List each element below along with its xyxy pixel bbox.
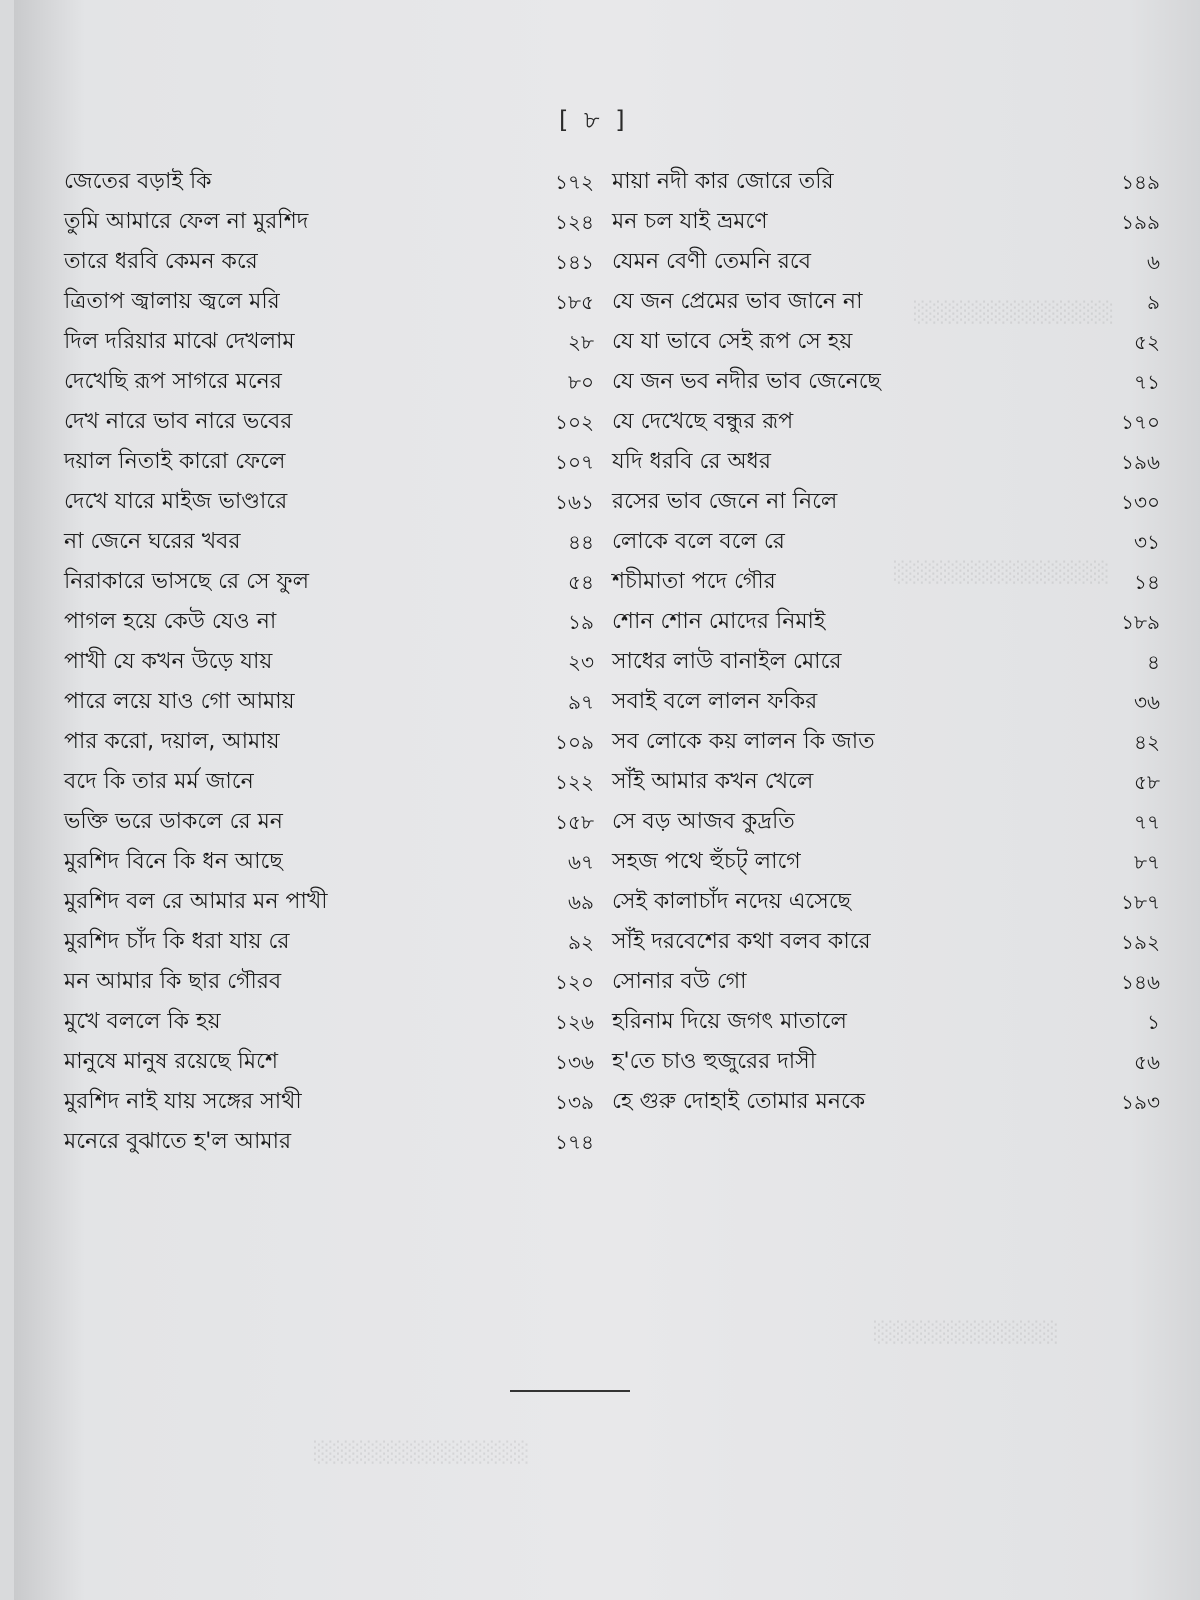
entry-page: ৫৪ [568, 570, 594, 594]
show-through-text: ░░░░░░░░░░░░░ [914, 300, 1114, 324]
book-page [14, 0, 1200, 1600]
entry-title: রসের ভাব জেনে না নিলে [612, 489, 838, 514]
toc-entry [612, 962, 1160, 1002]
entry-title: সোনার বউ গো [612, 969, 747, 994]
entry-title: সাধের লাউ বানাইল মোরে [612, 649, 842, 674]
entry-title: তুমি আমারে ফেল না মুরশিদ [64, 209, 309, 234]
entry-page: ১৭০ [1121, 410, 1160, 434]
entry-title: হে গুরু দোহাই তোমার মনকে [612, 1089, 866, 1114]
entry-title: মনেরে বুঝাতে হ'ল আমার [64, 1129, 292, 1154]
toc-entry [64, 322, 594, 362]
entry-title: তারে ধরবি কেমন করে [64, 249, 258, 274]
entry-page: ২৮ [568, 330, 594, 354]
toc-left-column [64, 162, 594, 1162]
entry-page: ১৩৬ [555, 1050, 594, 1074]
entry-title: যে জন ভব নদীর ভাব জেনেছে [612, 369, 881, 394]
toc-entry [64, 1042, 594, 1082]
entry-page: ১৪ [1134, 570, 1160, 594]
entry-page: ১২০ [555, 970, 594, 994]
entry-title: সাঁই দরবেশের কথা বলব কারে [612, 929, 871, 954]
entry-title: সবাই বলে লালন ফকির [612, 689, 818, 714]
toc-entry [612, 802, 1160, 842]
toc-entry [612, 722, 1160, 762]
toc-entry [64, 362, 594, 402]
entry-title: সেই কালাচাঁদ নদেয় এসেছে [612, 889, 852, 914]
entry-title: না জেনে ঘরের খবর [64, 529, 241, 554]
entry-title: বদে কি তার মর্ম জানে [64, 769, 254, 794]
entry-title: দেখে যারে মাইজ ভাণ্ডারে [64, 489, 288, 514]
toc-entry [612, 1082, 1160, 1122]
entry-page: ১৮৯ [1121, 610, 1160, 634]
entry-page: ১২৪ [555, 210, 594, 234]
page-number: [ ৮ ] [559, 106, 629, 134]
entry-title: মন আমার কি ছার গৌরব [64, 969, 282, 994]
toc-entry [64, 522, 594, 562]
entry-page: ৪৪ [568, 530, 594, 554]
toc-entry [64, 682, 594, 722]
toc-entry [64, 162, 594, 202]
toc-entry [612, 362, 1160, 402]
entry-page: ১৪৬ [1121, 970, 1160, 994]
toc-entry [612, 522, 1160, 562]
toc-entry [612, 322, 1160, 362]
entry-title: ত্রিতাপ জ্বালায় জ্বলে মরি [64, 289, 280, 314]
toc-entry [612, 162, 1160, 202]
entry-title: যে যা ভাবে সেই রূপ সে হয় [612, 329, 853, 354]
entry-title: যেমন বেণী তেমনি রবে [612, 249, 811, 274]
toc-entry [612, 922, 1160, 962]
toc-entry [612, 442, 1160, 482]
entry-title: হরিনাম দিয়ে জগৎ মাতালে [612, 1009, 847, 1034]
entry-title: পারে লয়ে যাও গো আমায় [64, 689, 295, 714]
toc-entry [612, 882, 1160, 922]
toc-entry [612, 682, 1160, 722]
toc-entry [612, 282, 1160, 322]
toc-entry [612, 242, 1160, 282]
toc-right-column [612, 162, 1160, 1122]
entry-page: ১৭৪ [555, 1130, 594, 1154]
entry-page: ১৮৫ [555, 290, 594, 314]
toc-entry [64, 602, 594, 642]
entry-page: ১৩৯ [555, 1090, 594, 1114]
entry-title: দেখ নারে ভাব নারে ভবের [64, 409, 293, 434]
entry-title: সাঁই আমার কখন খেলে [612, 769, 814, 794]
entry-page: ১৯২ [1121, 930, 1160, 954]
entry-page: ১৯ [568, 610, 594, 634]
entry-title: লোকে বলে বলে রে [612, 529, 785, 554]
section-divider [510, 1390, 630, 1392]
toc-entry [64, 762, 594, 802]
entry-page: ১৪৯ [1121, 170, 1160, 194]
entry-title: যে জন প্রেমের ভাব জানে না [612, 289, 863, 314]
toc-entry [64, 442, 594, 482]
entry-page: ৫৮ [1134, 770, 1160, 794]
toc-entry [64, 1002, 594, 1042]
entry-title: হ'তে চাও হুজুরের দাসী [612, 1049, 816, 1074]
entry-title: মুরশিদ বল রে আমার মন পাখী [64, 889, 328, 914]
show-through-text: ░░░░░░░░░░░░░░ [314, 1440, 530, 1464]
entry-page: ৯৭ [568, 690, 594, 714]
entry-page: ১৯৬ [1121, 450, 1160, 474]
entry-page: ৩১ [1134, 530, 1160, 554]
entry-page: ৫২ [1134, 330, 1160, 354]
entry-title: সহজ পথে হুঁচট্ লাগে [612, 849, 801, 874]
entry-title: শচীমাতা পদে গৌর [612, 569, 776, 594]
entry-title: জেতের বড়াই কি [64, 169, 212, 194]
entry-title: পাগল হয়ে কেউ যেও না [64, 609, 277, 634]
toc-entry [64, 282, 594, 322]
toc-entry [612, 642, 1160, 682]
toc-entry [64, 202, 594, 242]
toc-entry [64, 242, 594, 282]
entry-page: ১২৬ [555, 1010, 594, 1034]
entry-title: দেখেছি রূপ সাগরে মনের [64, 369, 282, 394]
entry-page: ১৮৭ [1121, 890, 1160, 914]
entry-title: মন চল যাই ভ্রমণে [612, 209, 768, 234]
entry-page: ৯২ [568, 930, 594, 954]
entry-page: ১০৯ [555, 730, 594, 754]
entry-title: দিল দরিয়ার মাঝে দেখলাম [64, 329, 295, 354]
toc-entry [64, 482, 594, 522]
entry-page: ১০২ [555, 410, 594, 434]
entry-page: ৩৬ [1133, 690, 1160, 714]
entry-page: ১ [1147, 1010, 1160, 1034]
entry-title: মায়া নদী কার জোরে তরি [612, 169, 834, 194]
toc-entry [64, 402, 594, 442]
entry-title: মুরশিদ নাই যায় সঙ্গের সাথী [64, 1089, 302, 1114]
entry-title: মুরশিদ চাঁদ কি ধরা যায় রে [64, 929, 290, 954]
toc-entry [612, 842, 1160, 882]
entry-title: মুখে বললে কি হয় [64, 1009, 221, 1034]
entry-page: ৫৬ [1134, 1050, 1160, 1074]
entry-page: ১৪১ [555, 250, 594, 274]
entry-page: ১৫৮ [555, 810, 594, 834]
entry-page: ৬৯ [568, 890, 594, 914]
show-through-text: ░░░░░░░░░░░░░░ [894, 560, 1110, 584]
entry-page: ৭১ [1134, 370, 1160, 394]
entry-title: পার করো, দয়াল, আমায় [64, 729, 280, 754]
entry-title: সে বড় আজব কুদ্রতি [612, 809, 795, 834]
toc-entry [64, 922, 594, 962]
entry-page: ১৬১ [555, 490, 594, 514]
toc-entry [64, 722, 594, 762]
entry-page: ৪২ [1134, 730, 1160, 754]
entry-page: ৯ [1147, 290, 1160, 314]
entry-title: যদি ধরবি রে অধর [612, 449, 771, 474]
toc-entry [612, 562, 1160, 602]
entry-title: মুরশিদ বিনে কি ধন আছে [64, 849, 283, 874]
show-through-text: ░░░░░░░░░░░░ [874, 1320, 1059, 1344]
entry-title: নিরাকারে ভাসছে রে সে ফুল [64, 569, 310, 594]
toc-entry [64, 842, 594, 882]
toc-entry [612, 1042, 1160, 1082]
toc-entry [64, 1082, 594, 1122]
toc-entry [612, 1002, 1160, 1042]
toc-entry [64, 802, 594, 842]
entry-page: ১৯৩ [1121, 1090, 1160, 1114]
toc-entry [64, 642, 594, 682]
entry-page: ১২২ [555, 770, 594, 794]
toc-entry [64, 562, 594, 602]
entry-page: ৬৭ [567, 850, 594, 874]
entry-page: ১৯৯ [1121, 210, 1160, 234]
toc-entry [612, 402, 1160, 442]
entry-page: ১৭২ [555, 170, 594, 194]
entry-page: ১৩০ [1121, 490, 1160, 514]
entry-title: ভক্তি ভরে ডাকলে রে মন [64, 809, 283, 834]
entry-page: ৬ [1146, 250, 1160, 274]
toc-entry [612, 202, 1160, 242]
entry-title: মানুষে মানুষ রয়েছে মিশে [64, 1049, 278, 1074]
entry-title: পাখী যে কখন উড়ে যায় [64, 649, 273, 674]
toc-entry [64, 1122, 594, 1162]
entry-title: শোন শোন মোদের নিমাই [612, 609, 826, 634]
toc-entry [612, 602, 1160, 642]
toc-entry [64, 882, 594, 922]
entry-page: ২৩ [567, 650, 594, 674]
entry-page: ১০৭ [555, 450, 594, 474]
toc-entry [64, 962, 594, 1002]
entry-page: ৪ [1147, 650, 1160, 674]
toc-entry [612, 762, 1160, 802]
entry-title: সব লোকে কয় লালন কি জাত [612, 729, 875, 754]
entry-title: যে দেখেছে বন্ধুর রূপ [612, 409, 794, 434]
toc-entry [612, 482, 1160, 522]
entry-page: ৭৭ [1133, 810, 1160, 834]
entry-page: ৮৭ [1134, 850, 1160, 874]
entry-title: দয়াল নিতাই কারো ফেলে [64, 449, 286, 474]
entry-page: ৮০ [568, 370, 594, 394]
